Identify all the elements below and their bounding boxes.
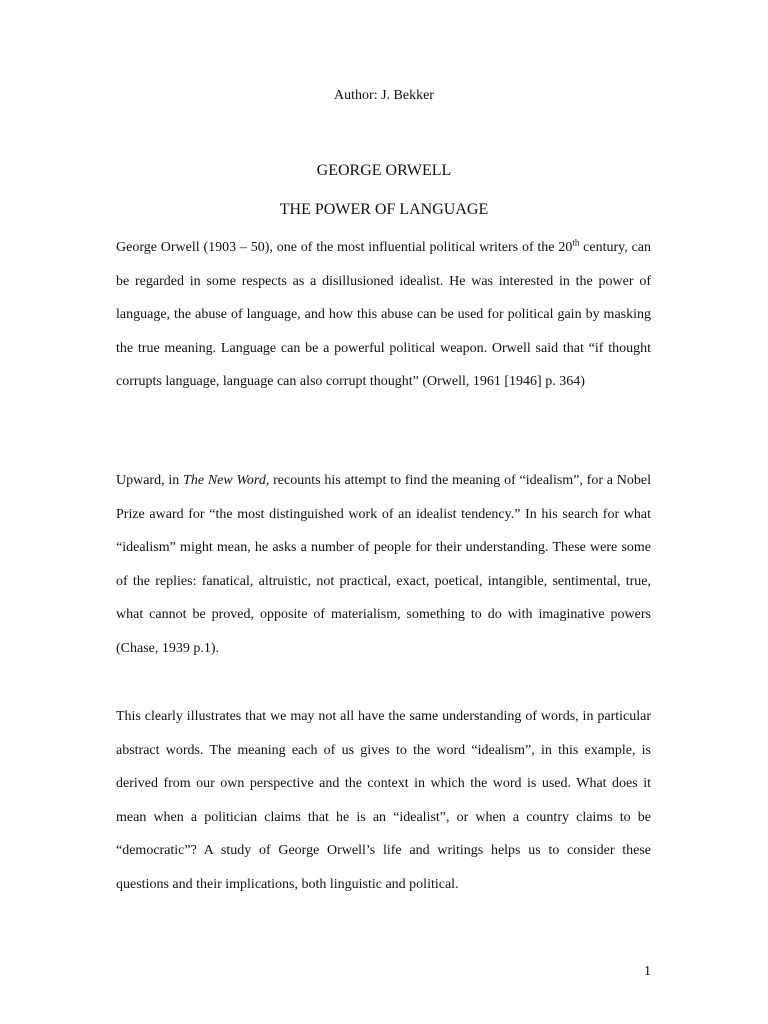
document-title: GEORGE ORWELL — [316, 162, 452, 179]
paragraph-2-text-start: Upward, in — [116, 473, 184, 488]
paragraph-1-text-end: century, can be regarded in some respects as a disillusioned idealist. He was interested in the power of language, the abuse of language, and how this abuse can be used for political gain by masking the true meaning. Language can be a powerful political weapon. Orwell said that “if thought corrupts language, language can also corrupt thought” (Orwell, 1961 [1946] p. 364) — [116, 240, 651, 389]
author-line: Author: J. Bekker — [334, 88, 434, 103]
paragraph-2-text-end: recounts his attempt to find the meaning of “idealism”, for a Nobel Prize award for “the most distinguished work of an idealist tendency.” In his search for what “idealism” might mean, he asks a number of people for their understanding. These were some of the replies: fanatical, altruistic, not practical, exact, poetical, intangible, sentimental, true, what cannot be proved, opposite of materialism, something to do with imaginative powers (Chase, 1939 p.1). — [116, 473, 651, 656]
paragraph-3: This clearly illustrates that we may not all have the same understanding of words, in particular abstract words. The meaning each of us gives to the word “idealism”, in this example, is derived from our own perspective and the context in which the word is used. What does it mean when a politician claims that he is an “idealist”, or when a country claims to be “democratic”? A study of George Orwell’s life and writings helps us to consider these questions and their implications, both linguistic and political. — [116, 709, 651, 892]
book-title-italic: The New Word, — [183, 473, 270, 488]
document-subtitle: THE POWER OF LANGUAGE — [279, 201, 489, 218]
ordinal-superscript: th — [572, 237, 580, 248]
paragraph-1 — [116, 231, 651, 399]
paragraph-1-text-start: George Orwell (1903 – 50), one of the most influential political writers of the 20 — [116, 240, 573, 255]
page-number: 1 — [644, 964, 651, 979]
paragraph-2 — [116, 464, 651, 665]
